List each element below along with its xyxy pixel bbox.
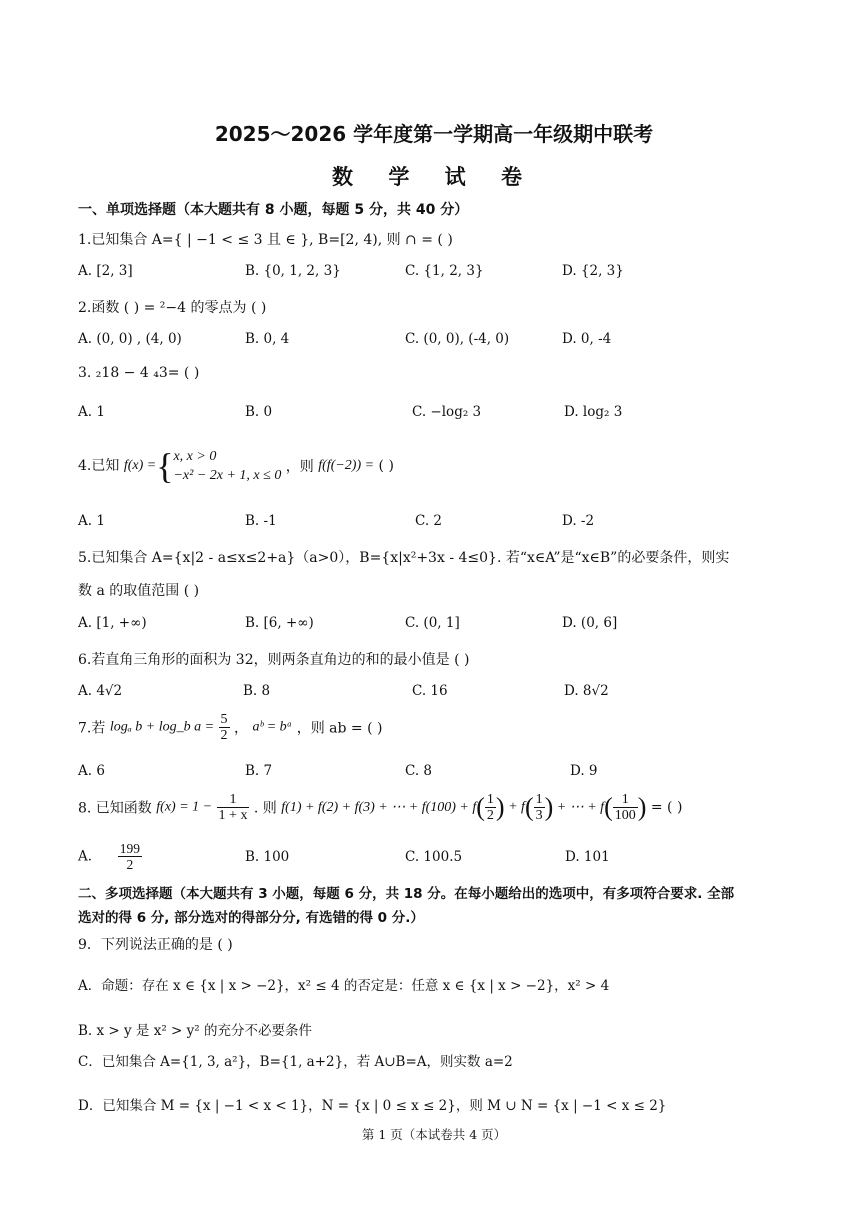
question-2-option-b: B. 0, 4 (245, 331, 290, 347)
question-4-expression: f(f(−2)) = (318, 458, 375, 473)
question-8-term-third (534, 792, 545, 823)
question-7-option-a: A. 6 (78, 763, 105, 779)
question-9-stem: 9．下列说法正确的是 ( ) (78, 937, 233, 953)
question-2-option-d: D. 0, -4 (562, 331, 612, 347)
question-4-piece-1: x, x > 0 (173, 449, 217, 464)
question-6-stem: 6.若直角三角形的面积为 32，则两条直角边的和的最小值是 ( ) (78, 652, 470, 668)
left-brace-icon: { (156, 446, 174, 486)
question-8-fraction (217, 792, 250, 823)
question-9-option-b: B. x > y 是 x² > y² 的充分不必要条件 (78, 1023, 312, 1039)
fraction-denominator: 100 (614, 808, 636, 823)
question-6-option-a: A. 4√2 (78, 683, 123, 699)
question-4-stem (78, 447, 394, 485)
fraction-denominator: 2 (486, 808, 494, 823)
fraction-numerator: 1 (613, 792, 638, 808)
question-4-option-d: D. -2 (562, 513, 595, 529)
question-1-option-d: D. {2, 3} (562, 263, 624, 279)
question-5-stem-continued: 数 a 的取值范围 ( ) (78, 583, 200, 599)
fraction-numerator: 199 (119, 841, 141, 856)
question-8-end: = ( ) (650, 799, 683, 816)
question-4-suffix: ，则 (285, 459, 314, 475)
question-8-option-b: B. 100 (245, 849, 290, 865)
question-5-stem: 5.已知集合 A={x|2 - a≤x≤2+a}（a>0），B={x|x²+3x - 4≤0}. 若“x∈A”是“x∈B”的必要条件，则实 (78, 550, 730, 566)
question-2-option-c: C. (0, 0), (-4, 0) (405, 331, 510, 347)
question-4-option-b: B. -1 (245, 513, 277, 529)
question-7-expression: logₐ b + log_b a = (109, 719, 215, 735)
question-7-expression-2: aᵇ = bᵃ (252, 719, 293, 735)
question-4-prefix: 4.已知 (78, 458, 120, 474)
question-8-stem: 8. 已知函数 f(x) = 1 − $\frac{1}{1 + x}$ . 则 f(1) + f(2) + f(3) + ⋯ + f(100) + f( $\frac{1}{2}$ ) + f( $\frac{1}{3}$ ) + ⋯ + f( $\frac{1}{100}$ ) = ( ) (78, 792, 683, 823)
fraction-denominator: 2 (220, 728, 228, 743)
question-1-option-b: B. {0, 1, 2, 3} (245, 263, 341, 279)
question-1-stem: 1.已知集合 A={ | −1 < ≤ 3 且 ∈ }, B=[2, 4), 则 ∩ = ( ) (78, 232, 453, 248)
question-5-option-d: D. (0, 6] (562, 615, 618, 631)
question-8-term-hundredth (613, 792, 638, 823)
question-3-option-a: A. 1 (78, 404, 105, 420)
question-7-option-c: C. 8 (405, 763, 433, 779)
question-2-option-a: A. (0, 0) , (4, 0) (78, 331, 182, 347)
question-8-option-d: D. 101 (565, 849, 610, 865)
page-title: 2025～2026 学年度第一学期高一年级期中联考 (214, 122, 654, 146)
question-8-separator: . 则 (253, 800, 277, 817)
question-9-option-d: D．已知集合 M = {x | −1 < x < 1}，N = {x | 0 ≤ x ≤ 2}，则 M ∪ N = {x | −1 < x ≤ 2} (78, 1098, 667, 1114)
question-5-option-a: A. [1, +∞) (78, 615, 147, 631)
question-3-option-b: B. 0 (245, 404, 273, 420)
question-7-fraction (219, 712, 230, 743)
question-6-option-c: C. 16 (412, 683, 448, 699)
question-9-option-c: C．已知集合 A={1, 3, a²}，B={1, a+2}，若 A∪B=A，则实数 a=2 (78, 1054, 513, 1070)
question-3-option-d: D. log₂ 3 (564, 404, 623, 420)
option-a-label: A. (78, 848, 93, 865)
question-8-prefix: 8. 已知函数 (78, 800, 152, 817)
question-7-option-d: D. 9 (570, 763, 598, 779)
question-8-term-half (485, 792, 496, 823)
question-2-stem: 2.函数 ( ) = ²−4 的零点为 ( ) (78, 300, 267, 316)
question-7-separator: ， (234, 720, 248, 737)
fraction-denominator: 3 (535, 808, 543, 823)
question-7-stem (78, 712, 382, 743)
question-4-end: ( ) (378, 458, 394, 474)
question-5-option-c: C. (0, 1] (405, 615, 460, 631)
question-5-option-b: B. [6, +∞) (245, 615, 314, 631)
question-7-option-b: B. 7 (245, 763, 273, 779)
option-a-fraction (118, 841, 142, 872)
fraction-numerator: 1 (217, 792, 250, 808)
question-4-function: f(x) = (123, 458, 157, 473)
fraction-denominator: 2 (126, 857, 134, 872)
fraction-denominator: 1 + x (218, 808, 248, 823)
question-1-option-a: A. [2, 3] (78, 263, 133, 279)
question-1-option-c: C. {1, 2, 3} (405, 263, 484, 279)
question-4-option-a: A. 1 (78, 513, 105, 529)
question-8-expression: f(1) + f(2) + f(3) + ⋯ + f(100) + f (281, 800, 477, 815)
question-8-function: f(x) = 1 − (156, 799, 213, 815)
fraction-numerator: 1 (486, 792, 494, 807)
question-8-option-c: C. 100.5 (405, 849, 463, 865)
question-6-option-d: D. 8√2 (564, 683, 609, 699)
question-8-option-a (78, 841, 142, 872)
question-6-option-b: B. 8 (243, 683, 271, 699)
section-1-heading: 一、单项选择题（本大题共有 8 小题，每题 5 分，共 40 分） (78, 202, 469, 218)
question-3-option-c: C. −log₂ 3 (412, 404, 482, 420)
page-footer: 第 1 页（本试卷共 4 页） (361, 1127, 507, 1142)
section-2-heading-line-2: 选对的得 6 分, 部分选对的得部分分, 有选错的得 0 分.） (78, 910, 424, 926)
page-subtitle: 数 学 试 卷 (332, 165, 536, 189)
fraction-numerator: 5 (220, 712, 228, 727)
question-7-end: ，则 ab = ( ) (296, 720, 383, 737)
question-7-prefix: 7.若 (78, 720, 106, 737)
question-4-piece-2: −x² − 2x + 1, x ≤ 0 (173, 468, 282, 483)
fraction-numerator: 1 (535, 792, 543, 807)
question-3-stem: 3. ₂18 − 4 ₄3= ( ) (78, 365, 200, 381)
question-4-option-c: C. 2 (415, 513, 443, 529)
question-9-option-a: A．命题：存在 x ∈ {x | x > −2}，x² ≤ 4 的否定是：任意 x ∈ {x | x > −2}，x² > 4 (78, 978, 610, 994)
section-2-heading-line-1: 二、多项选择题（本大题共有 3 小题，每题 6 分，共 18 分。在每小题给出的选项中，有多项符合要求. 全部 (78, 886, 735, 902)
